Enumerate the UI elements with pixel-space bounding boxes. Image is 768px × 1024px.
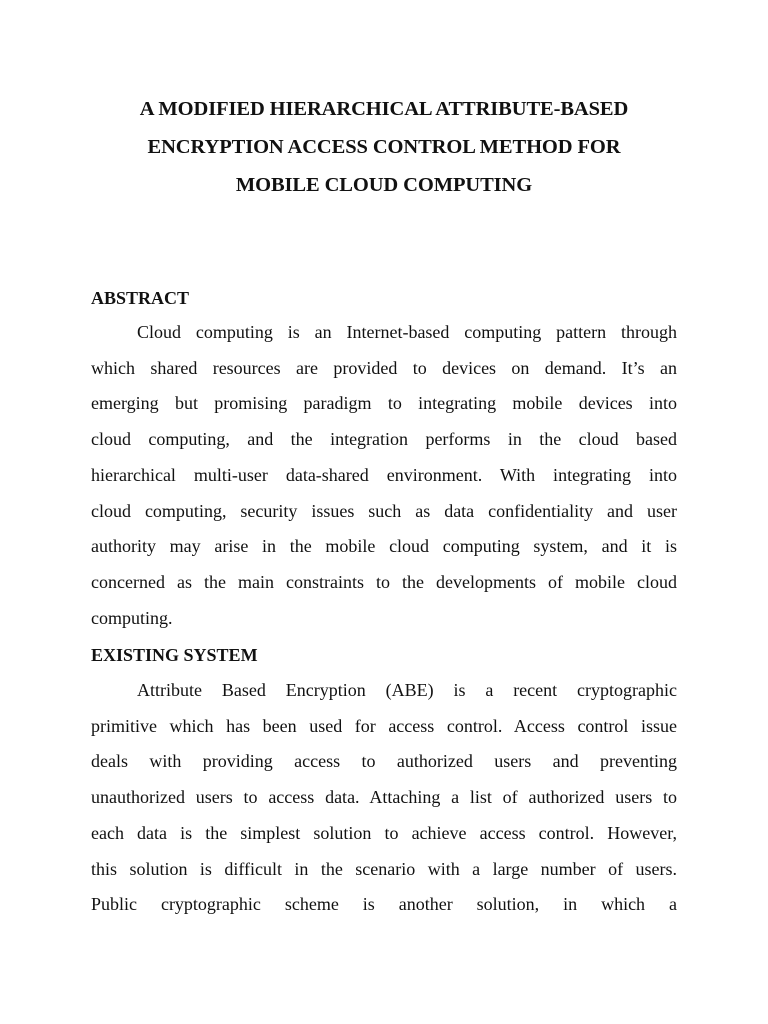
abstract-line-4: cloud computing, and the integration performs in the cloud based: [91, 429, 677, 450]
existing-line-4: unauthorized users to access data. Attaching a list of authorized users to: [91, 787, 677, 808]
title-line-1: A MODIFIED HIERARCHICAL ATTRIBUTE-BASED: [139, 98, 629, 120]
abstract-line-2: which shared resources are provided to devices on demand. It’s an: [91, 357, 677, 378]
existing-system-paragraph: [91, 673, 677, 923]
abstract-line-7: authority may arise in the mobile cloud computing system, and it is: [91, 536, 677, 557]
title-line-3: MOBILE CLOUD COMPUTING: [235, 174, 533, 196]
section-heading-abstract: ABSTRACT: [91, 288, 190, 308]
section-heading-existing-system: EXISTING SYSTEM: [91, 645, 258, 665]
existing-line-7: Public cryptographic scheme is another solution, in which a: [91, 894, 677, 915]
abstract-line-9: computing.: [91, 607, 173, 628]
existing-line-5: each data is the simplest solution to achieve access control. However,: [91, 822, 677, 843]
abstract-line-1: Cloud computing is an Internet-based computing pattern through: [137, 322, 677, 342]
abstract-line-6: cloud computing, security issues such as data confidentiality and user: [91, 500, 677, 521]
existing-line-6: this solution is difficult in the scenario with a large number of users.: [91, 858, 677, 879]
title-line-2: ENCRYPTION ACCESS CONTROL METHOD FOR: [147, 136, 621, 158]
abstract-paragraph: [91, 315, 677, 636]
existing-line-3: deals with providing access to authorized users and preventing: [91, 751, 677, 772]
existing-line-1: Attribute Based Encryption (ABE) is a recent cryptographic: [137, 680, 677, 700]
document-title: [60, 90, 708, 204]
abstract-line-3: emerging but promising paradigm to integrating mobile devices into: [91, 393, 677, 414]
abstract-line-8: concerned as the main constraints to the developments of mobile cloud: [91, 571, 677, 592]
abstract-line-5: hierarchical multi-user data-shared environment. With integrating into: [91, 464, 677, 485]
existing-line-2: primitive which has been used for access control. Access control issue: [91, 715, 677, 736]
